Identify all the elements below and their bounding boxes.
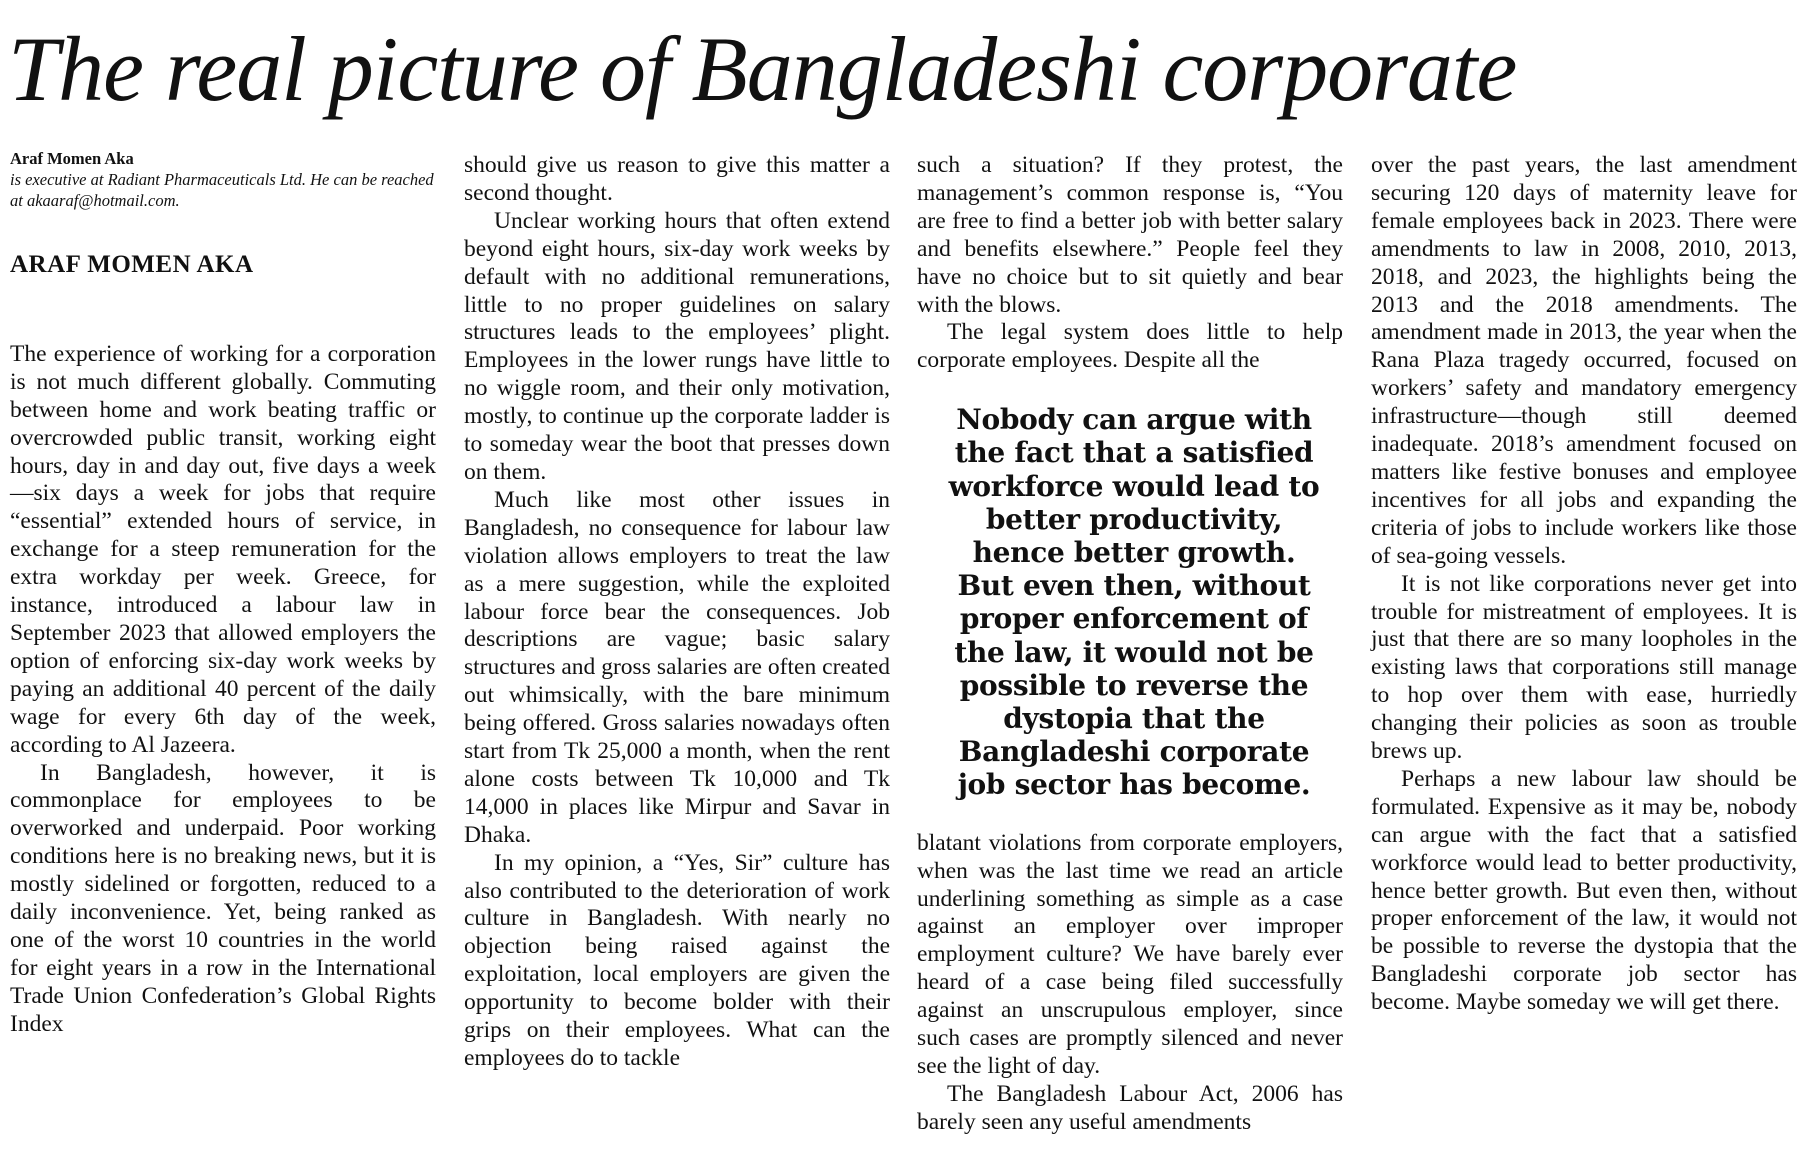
column-1 — [10, 148, 436, 1039]
paragraph: Perhaps a new labour law should be formulated. Expensive as it may be, nobody can argue with the fact that a satisfied workforce would lead to better productivity, hence better growth. But even then, without proper enforcement of the law, it would not be possible to reverse the dystopia that the Bangladeshi corporate job sector has become. Maybe someday we will get there. — [1371, 765, 1797, 1016]
column-3 — [917, 152, 1343, 1137]
paragraph: Much like most other issues in Bangladesh, no consequence for labour law violation allows employers to treat the law as a mere suggestion, while the exploited labour force bear the consequences. Job descriptions are vague; basic salary structures and gross salaries are often created out whimsically, with the bare minimum being offered. Gross salaries nowadays often start from Tk 25,000 a month, when the rent alone costs between Tk 10,000 and Tk 14,000 in places like Mirpur and Savar in Dhaka. — [464, 486, 890, 848]
paragraph: In Bangladesh, however, it is commonplace for employees to be overworked and underpaid. Poor working conditions here is no breaking news, but it is mostly sidelined or forgotten, reduced to a daily inconvenience. Yet, being ranked as one of the worst 10 countries in the world for eight years in a row in the International Trade Union Confederation’s Global Rights Index — [10, 759, 436, 1037]
author-name: Araf Momen Aka — [10, 149, 134, 168]
author-bio: is executive at Radiant Pharmaceuticals Ltd. He can be reached at akaaraf@hotmail.com. — [10, 170, 434, 210]
paragraph: over the past years, the last amendment securing 120 days of maternity leave for female employees back in 2023. There were amendments to law in 2008, 2010, 2013, 2018, and 2023, the highlights being the 2013 and the 2018 amendments. The amendment made in 2013, the year when the Rana Plaza tragedy occurred, focused on workers’ safety and mandatory emergency infrastructure—though still deemed inadequate. 2018’s amendment focused on matters like festive bonuses and employee incentives for all jobs and expanding the criteria of jobs to include workers like those of sea-going vessels. — [1371, 152, 1797, 569]
column-2 — [464, 152, 890, 1073]
paragraph: The experience of working for a corporation is not much different globally. Commuting between home and work beating traffic or overcrowded public transit, working eight hours, day in and day out, five days a week—six days a week for jobs that require “essential” extended hours of service, in exchange for a steep remuneration for the extra workday per week. Greece, for instance, introduced a labour law in September 2023 that allowed employers the option of enforcing six-day work weeks by paying an additional 40 percent of the daily wage for every 6th day of the week, according to Al Jazeera. — [10, 340, 436, 758]
paragraph: Unclear working hours that often extend beyond eight hours, six-day work weeks by default with no additional remunerations, little to no proper guidelines on salary structures leads to the employees’ plight. Employees in the lower rungs have little to no wiggle room, and their only motivation, mostly, to continue up the corporate ladder is to someday wear the boot that presses down on them. — [464, 207, 890, 485]
paragraph: In my opinion, a “Yes, Sir” culture has also contributed to the deterioration of work culture in Bangladesh. With nearly no objection being raised against the exploitation, local employers are given the opportunity to become bolder with their grips on their employees. What can the employees do to tackle — [464, 849, 890, 1071]
paragraph: such a situation? If they protest, the management’s common response is, “You are free to find a better job with better salary and benefits elsewhere.” People feel they have no choice but to sit quietly and bear with the blows. — [917, 152, 1343, 318]
paragraph: should give us reason to give this matter a second thought. — [464, 152, 890, 206]
author-byline — [10, 148, 436, 211]
paragraph: blatant violations from corporate employers, when was the last time we read an article underlining something as simple as a case against an employer over improper employment culture? We have barely ever heard of a case being filed successfully against an unscrupulous employer, since such cases are promptly silenced and never see the light of day. — [917, 829, 1343, 1079]
paragraph: The legal system does little to help corporate employees. Despite all the — [917, 319, 1343, 374]
column-4 — [1371, 152, 1797, 1017]
headline: The real picture of Bangladeshi corporate — [8, 18, 1517, 120]
author-caps: ARAF MOMEN AKA — [10, 251, 254, 278]
paragraph: The Bangladesh Labour Act, 2006 has barely seen any useful amendments — [917, 1080, 1343, 1135]
pull-quote: Nobody can argue with the fact that a satisfied workforce would lead to better productivity, hence better growth. But even then, without proper enforcement of the law, it would not be possible to reverse the dystopia that the Bangladeshi corporate job sector has become. — [948, 403, 1320, 802]
paragraph: It is not like corporations never get into trouble for mistreatment of employees. It is just that there are so many loopholes in the existing laws that corporations still manage to hop over them with ease, hurriedly changing their policies as soon as trouble brews up. — [1371, 570, 1797, 765]
